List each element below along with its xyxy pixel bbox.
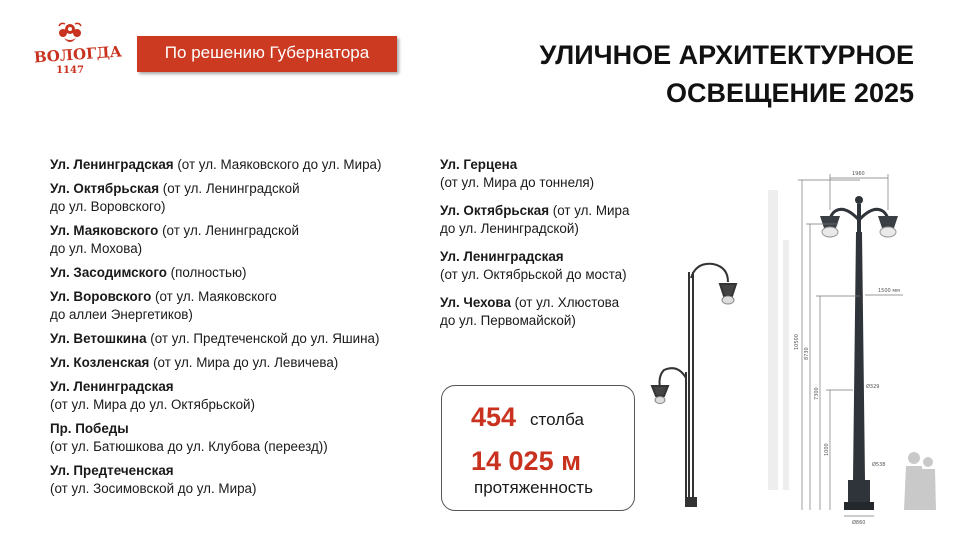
street-section: (от ул. Маяковского (151, 289, 277, 304)
big-lamp (794, 171, 936, 526)
street-name: Ул. Воровского (50, 289, 152, 304)
street-section: (от ул. Ленинградской (159, 181, 300, 196)
street-section: (от ул. Хлюстова (510, 295, 620, 310)
street-name: Ул. Ленинградская (50, 157, 174, 172)
dim-d2: Ø538 (872, 462, 886, 468)
street-item (50, 378, 430, 414)
street-name: Ул. Маяковского (50, 223, 159, 238)
street-name: Ул. Ленинградская (50, 379, 174, 394)
street-name: Ул. Ленинградская (440, 249, 564, 264)
street-item (50, 330, 430, 348)
dim-h1: 10500 (794, 334, 800, 350)
street-name: Ул. Чехова (440, 295, 511, 310)
street-section: (от ул. Предтеченской до ул. Яшина) (146, 331, 380, 346)
street-lamp-drawing (648, 160, 964, 538)
street-item (50, 354, 430, 372)
dim-d1: Ø329 (866, 384, 880, 390)
street-section: до ул. Ленинградской) (440, 221, 579, 236)
small-lamp-2 (652, 368, 686, 504)
stats-box (441, 385, 635, 511)
street-section: (от ул. Мира до ул. Левичева) (149, 355, 339, 370)
logo-text: ВОЛОГДА (33, 42, 123, 67)
street-name: Ул. Предтеченская (50, 463, 174, 478)
street-section: (от ул. Зосимовской до ул. Мира) (50, 481, 257, 496)
street-section: до аллеи Энергетиков) (50, 307, 193, 322)
street-name: Ул. Герцена (440, 157, 518, 172)
small-lamp-1 (686, 264, 736, 506)
street-list-middle (440, 156, 680, 340)
street-item (50, 420, 430, 456)
street-section: (от ул. Мира (549, 203, 630, 218)
street-section: до ул. Мохова) (50, 241, 143, 256)
title-line-1: УЛИЧНОЕ АРХИТЕКТУРНОЕ (539, 40, 914, 70)
street-section: (от ул. Октябрьской до моста) (440, 267, 627, 282)
vologda-logo (33, 20, 123, 86)
street-section: (от ул. Батюшкова до ул. Клубова (переезд)) (50, 439, 328, 454)
street-item (50, 288, 430, 324)
street-name: Ул. Октябрьская (50, 181, 160, 196)
street-name: Ул. Ветошкина (50, 331, 147, 346)
street-item (50, 222, 430, 258)
street-section: (полностью) (166, 265, 247, 280)
dim-base: 1000 (824, 443, 830, 456)
dim-side: 1500 мм (878, 288, 900, 294)
street-item (440, 294, 680, 330)
dim-base-d: Ø860 (852, 520, 866, 526)
street-section: до ул. Первомайской) (440, 313, 576, 328)
street-section: (от ул. Маяковского до ул. Мира) (173, 157, 382, 172)
street-item (440, 202, 680, 238)
poles-count: 454 (471, 402, 517, 432)
street-section: до ул. Воровского) (50, 199, 166, 214)
length-value: 14 025 м (471, 446, 582, 476)
street-item (50, 156, 430, 174)
dim-h2: 8730 (804, 347, 810, 360)
dim-h3: 7300 (814, 387, 820, 400)
watermark-decoration (768, 190, 789, 490)
street-name: Ул. Засодимского (50, 265, 167, 280)
street-item (50, 264, 430, 282)
street-item (440, 156, 680, 192)
street-section: (от ул. Ленинградской (158, 223, 299, 238)
length-unit: протяженность (474, 478, 593, 497)
street-item (50, 462, 430, 498)
street-list-left (50, 156, 430, 504)
governor-decision-badge: По решению Губернатора (137, 36, 397, 72)
poles-unit: столба (530, 410, 584, 429)
street-section: (от ул. Мира до ул. Октябрьской) (50, 397, 255, 412)
street-name: Ул. Октябрьская (440, 203, 550, 218)
title-line-2: ОСВЕЩЕНИЕ 2025 (665, 78, 914, 108)
street-name: Ул. Козленская (50, 355, 150, 370)
street-section: (от ул. Мира до тоннеля) (440, 175, 595, 190)
logo-year: 1147 (56, 65, 84, 76)
dim-top: 1960 (852, 171, 865, 177)
page-title (540, 36, 914, 112)
street-item (50, 180, 430, 216)
street-name: Пр. Победы (50, 421, 129, 436)
people-silhouettes (904, 452, 936, 510)
street-item (440, 248, 680, 284)
